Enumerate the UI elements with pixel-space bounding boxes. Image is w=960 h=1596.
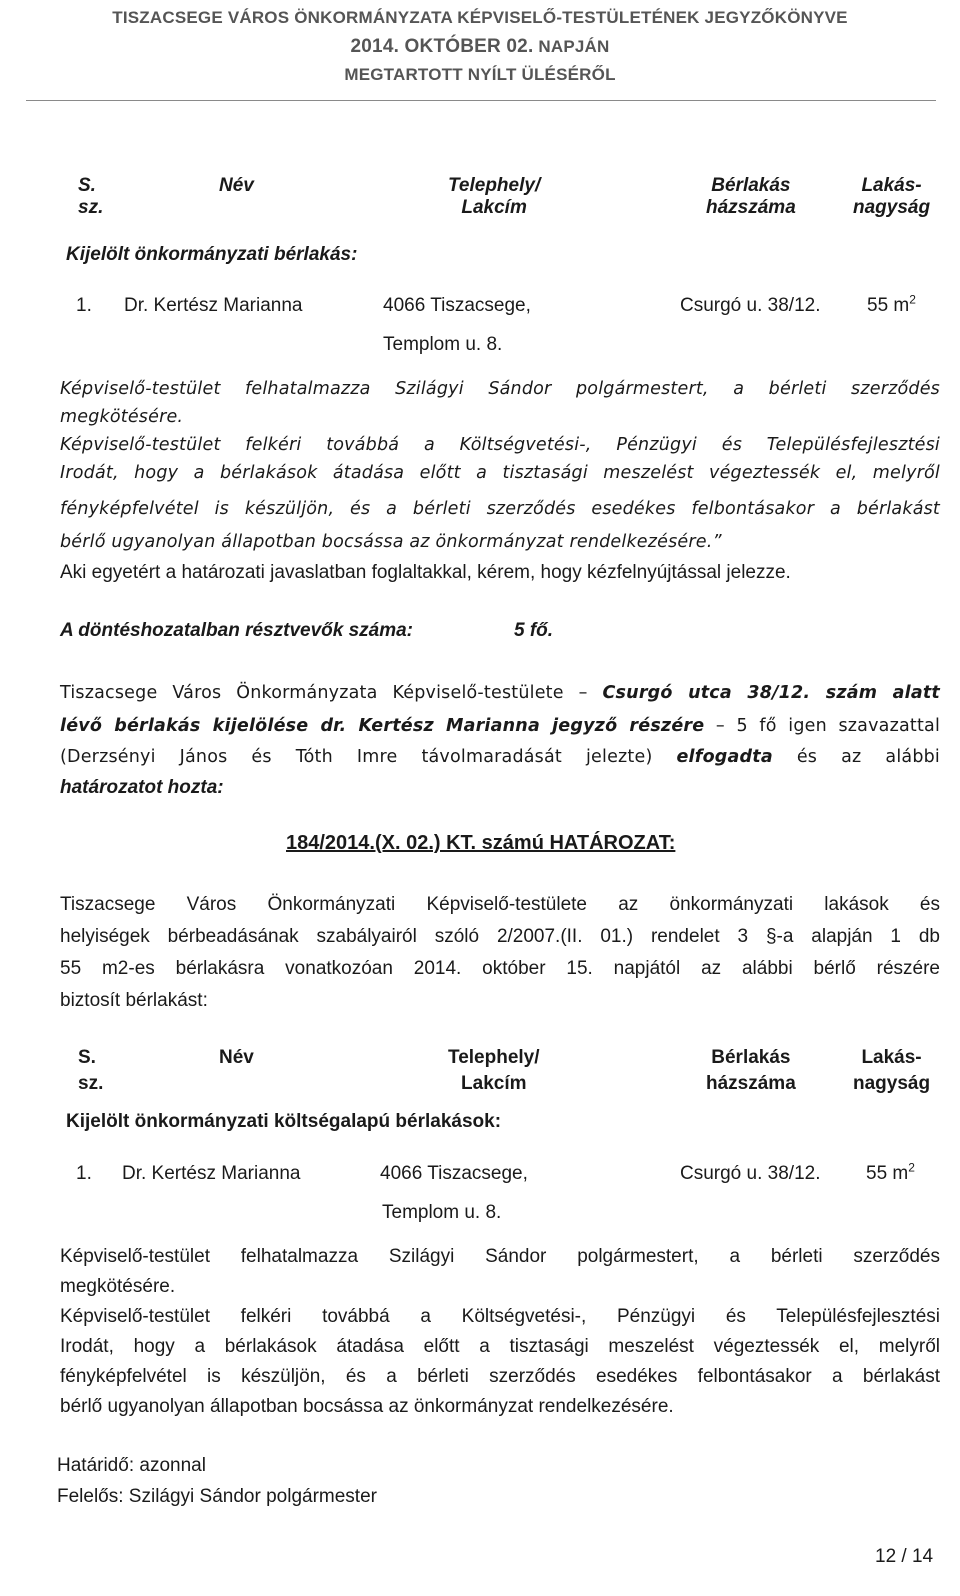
deadline-text: Határidő: azonnal [57, 1455, 206, 1476]
header-date: 2014. OKTÓBER 02. [350, 36, 534, 57]
col-header-house: Bérlakás házszáma [706, 175, 796, 218]
col-header-number: S. sz. [78, 175, 104, 218]
vote-statement-line4: határozatot hozta: [60, 777, 224, 798]
table-section-label: Kijelölt önkormányzati költségalapú bérlakások: [66, 1111, 502, 1132]
header-divider [26, 100, 936, 101]
col-header-name: Név [219, 1047, 254, 1068]
paragraph-authorize-line1: Képviselő-testület felhatalmazza Szilágyi Sándor polgármestert, a bérleti szerződés [60, 379, 940, 399]
row-number: 1. [76, 1163, 92, 1184]
row-address-street: Templom u. 8. [383, 334, 503, 355]
resolution-body-line2: helyiségek bérbeadásának szabályairól szóló 2/2007.(II. 01.) rendelet 3 §-a alapján 1 db [60, 926, 940, 947]
row-name: Dr. Kertész Marianna [124, 295, 303, 316]
paragraph-request-line2: Irodát, hogy a bérlakások átadása előtt a tisztasági meszelést végeztessék el, melyről [60, 463, 940, 483]
paragraph-request-line2: Irodát, hogy a bérlakások átadása előtt a tisztasági meszelést végeztessék el, melyről [60, 1336, 940, 1357]
paragraph-authorize-line2: megkötésére. [60, 407, 184, 427]
paragraph-authorize-line1: Képviselő-testület felhatalmazza Szilágyi Sándor polgármestert, a bérleti szerződés [60, 1246, 940, 1267]
resolution-body-line4: biztosít bérlakást: [60, 990, 208, 1011]
col-header-name: Név [219, 175, 254, 196]
vote-statement-line1: Tiszacsege Város Önkormányzata Képviselő-testülete – Csurgó utca 38/12. szám alatt [60, 683, 940, 703]
col-header-house: Bérlakás házszáma [706, 1047, 796, 1094]
vote-statement-line2: lévő bérlakás kijelölése dr. Kertész Marianna jegyző részére – 5 fő igen szavazattal [60, 716, 941, 736]
header-date-suffix: NAPJÁN [538, 37, 610, 56]
row-address: 4066 Tiszacsege, [380, 1163, 528, 1184]
paragraph-request-line3: fényképfelvétel is készüljön, és a bérleti szerződés esedékes felbontásakor a bérlakást [60, 499, 940, 519]
table-section-label: Kijelölt önkormányzati bérlakás: [66, 244, 358, 265]
doc-header-date [0, 36, 960, 58]
resolution-body-line1: Tiszacsege Város Önkormányzati Képviselő-testülete az önkormányzati lakások és [60, 894, 940, 915]
paragraph-request-line1: Képviselő-testület felkéri továbbá a Költségvetési-, Pénzügyi és Településfejlesztési [60, 435, 940, 455]
paragraph-request-line4: bérlő ugyanolyan állapotban bocsássa az önkormányzat rendelkezésére.” [60, 532, 722, 552]
col-header-site: Telephely/ Lakcím [448, 1047, 540, 1094]
row-name: Dr. Kertész Marianna [122, 1163, 301, 1184]
row-address: 4066 Tiszacsege, [383, 295, 531, 316]
col-header-size: Lakás- nagyság [853, 1047, 931, 1094]
row-size: 55 $m^2$ [866, 1160, 915, 1184]
row-address-street: Templom u. 8. [382, 1202, 502, 1223]
decision-participants-count: 5 fő. [514, 620, 554, 641]
col-header-number: S. sz. [78, 1047, 104, 1094]
resolution-body-line3: 55 m2-es bérlakásra vonatkozóan 2014. október 15. napjától az alábbi bérlő részére [60, 958, 940, 979]
responsible-text: Felelős: Szilágyi Sándor polgármester [57, 1486, 377, 1507]
row-house-number: Csurgó u. 38/12. [680, 295, 821, 316]
page-number: 12 / 14 [875, 1546, 934, 1567]
col-header-size: Lakás- nagyság [853, 175, 931, 218]
paragraph-request-line4: bérlő ugyanolyan állapotban bocsássa az önkormányzat rendelkezésére. [60, 1396, 674, 1417]
paragraph-vote-call: Aki egyetért a határozati javaslatban foglaltakkal, kérem, hogy kézfelnyújtással jelezze. [60, 562, 791, 583]
decision-participants-label: A döntéshozatalban résztvevők száma: [60, 620, 414, 641]
paragraph-request-line1: Képviselő-testület felkéri továbbá a Költségvetési-, Pénzügyi és Településfejlesztési [60, 1306, 940, 1327]
row-house-number: Csurgó u. 38/12. [680, 1163, 821, 1184]
vote-statement-line3: (Derzsényi János és Tóth Imre távolmaradását jelezte) elfogadta és az alábbi [60, 747, 940, 767]
paragraph-authorize-line2: megkötésére. [60, 1276, 176, 1297]
paragraph-request-line3: fényképfelvétel is készüljön, és a bérleti szerződés esedékes felbontásakor a bérlakást [60, 1366, 940, 1387]
row-size: 55 $m^2$ [867, 292, 916, 316]
resolution-title: 184/2014.(X. 02.) KT. számú HATÁROZAT: [286, 832, 676, 854]
col-header-site: Telephely/ Lakcím [448, 175, 541, 218]
row-number: 1. [76, 295, 92, 316]
doc-header-title: TISZACSEGE VÁROS ÖNKORMÁNYZATA KÉPVISELŐ-TESTÜLETÉNEK JEGYZŐKÖNYVE [112, 8, 848, 27]
doc-header-subtitle: MEGTARTOTT NYÍLT ÜLÉSÉRŐL [344, 65, 616, 84]
